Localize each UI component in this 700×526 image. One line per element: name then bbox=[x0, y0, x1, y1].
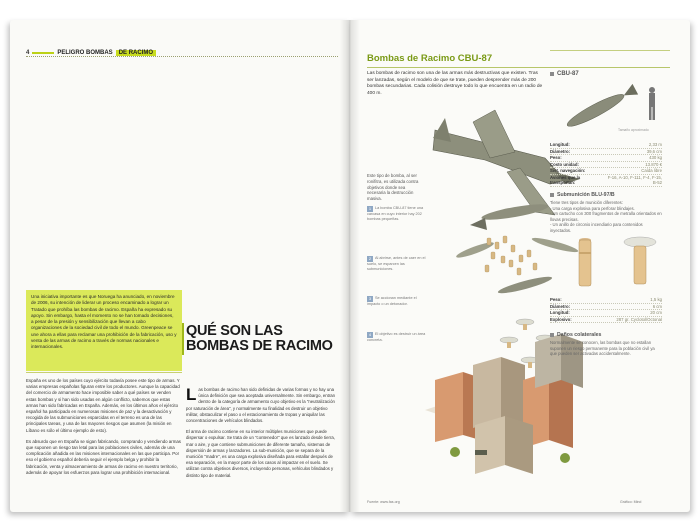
submunition-intro: Tiene tres tipos de munición diferentes: bbox=[550, 200, 623, 205]
footer-source: Fuente: www.fas.org bbox=[367, 500, 400, 504]
person-icon bbox=[649, 87, 655, 120]
section-title: PELIGRO BOMBAS bbox=[57, 49, 113, 56]
right-page bbox=[350, 20, 690, 512]
header-rule bbox=[26, 56, 338, 57]
cbu-bomb-figure bbox=[550, 80, 670, 130]
spec-label: Longitud: bbox=[550, 142, 570, 147]
spec-value: 2,33 m bbox=[648, 142, 662, 147]
callout-text: El objetivo es destruir un área concreta. bbox=[367, 332, 426, 342]
left-column-text bbox=[26, 378, 182, 481]
spec-label: Explosivo: bbox=[550, 316, 572, 322]
spec-label: Sist. navegación: bbox=[550, 168, 586, 173]
spec-row bbox=[550, 317, 662, 324]
callout-text: Se accionan mediante el impacto o un detonador. bbox=[367, 296, 417, 306]
spec-label: Diámetro: bbox=[550, 303, 571, 309]
title-rule bbox=[367, 67, 670, 68]
callout-number: 3 bbox=[368, 296, 372, 301]
cbu-heading bbox=[550, 71, 579, 77]
body-paragraph: El arma de racimo contiene en su interior múltiples municiones que puede dispersar o expulsar. Se trata de un "contenedor" que es lanzado desde tierra, mar o aire, y que contiene submuniciones de diferente tamaño, sistemas de dispersión de armas y lanzadores. La sub-munición, que se separa de la munición "madre", es una carga explosiva diseñada para estallar después de esa separación, en la mayor parte de los casos al impactar en el suelo. Se utilizan contra objetivos diversos, incluyendo personas, vehículos blindados y distinto tipo de material. bbox=[186, 429, 335, 478]
spec-row bbox=[550, 175, 662, 187]
callout-number: 4 bbox=[368, 332, 372, 337]
spec-value: Caída libre bbox=[641, 168, 662, 173]
spec-label: Peso: bbox=[550, 297, 562, 302]
spec-value: 20 cm bbox=[650, 310, 662, 315]
cbu-spec-table bbox=[550, 142, 662, 187]
spec-value: F-16, A-10, F-111, F-4, F-15, B-52 bbox=[607, 174, 662, 185]
bullet-square-icon bbox=[550, 333, 554, 337]
aside-intro: Este tipo de bomba, al ser ronifitra, es utilizada contra objetivos donde sea necesaria la destrucción masiva. bbox=[367, 173, 419, 202]
body-paragraph: Es absurdo que en España se sigan fabricando, comprando y vendiendo armas que suponen un riesgo tan letal para las poblaciones civiles, además de una complicación añadida en las misiones internacionales en las que participa. Por eso el gobierno español debería seguir el ejemplo belga y prohibir la fabricación, venta y almacenamiento de armas de racimo en nuestro territorio, además de apoyar los esfuerzos para lograr una prohibición internacional. bbox=[26, 438, 181, 475]
spec-label: Aviones que la transportan: bbox=[550, 174, 581, 185]
footer-credit: Gráfico: Mind bbox=[620, 500, 642, 504]
header-accent-bar bbox=[32, 52, 54, 54]
submunition-description bbox=[550, 200, 662, 234]
submunition-heading bbox=[550, 192, 615, 198]
spec-label: Costo unidad: bbox=[550, 161, 579, 167]
spec-value: 39,6 cm bbox=[646, 148, 662, 154]
submunition-item: - Un cartucho con 300 fragmentos de metralla orientados en llovas precisas. bbox=[550, 211, 662, 222]
bomb-canister bbox=[470, 201, 549, 230]
lead-text: as bombas de racimo han sido definidas de varias formas y no hay una única definición que sea aceptada universalmente. Sin embargo, entran dentro de la categoría de armamento cuyo objetivo es la "neutralización por saturación de área", y normalmente su finalidad es destruir un objetivo militar, obstaculizar el paso o el estacionamiento de tropas y aniquilar las concentraciones de vehículos blindados. bbox=[186, 387, 336, 424]
callout-number: 2 bbox=[368, 256, 372, 261]
submunition-item: - Una carga explosiva para perforar blindajes. bbox=[550, 205, 635, 211]
book-gutter-shadow bbox=[340, 20, 360, 512]
damage-name: Daños colaterales bbox=[557, 332, 602, 338]
spec-label: Diámetro: bbox=[550, 148, 571, 154]
submunition-item: - Un anillo de circonio incendiario para contenidos inyectados. bbox=[550, 222, 643, 233]
headline-accent-bar bbox=[182, 323, 184, 355]
right-column-text bbox=[186, 387, 338, 484]
callout-text: La bomba CBU-87 tiene una carcasa en cuyo interior hay 202 bombas pequeñas. bbox=[367, 206, 424, 221]
cbu-name: CBU-87 bbox=[557, 71, 579, 77]
magazine-spread bbox=[10, 20, 690, 512]
spec-value: 287 gr. Cyclotol/Octonal bbox=[616, 316, 662, 322]
submunition-spec-table bbox=[550, 297, 662, 323]
infographic-title: Bombas de Racimo CBU-87 bbox=[367, 53, 493, 64]
section-title-highlight: DE RACIMO bbox=[116, 50, 156, 56]
damage-description: Normalmente se conocen, las bombas que no estallan suponen un riesgo permanente para la población civil ya que pueden ser activadas accidentalmente. bbox=[550, 340, 655, 357]
left-page bbox=[10, 20, 350, 512]
callout-number: 1 bbox=[368, 206, 372, 211]
spec-value: 6 cm bbox=[652, 303, 662, 309]
intro-highlight-box: Una iniciativa importante es que Noruega ha anunciado, en noviembre de 2006, su intención de liderar un proceso encaminado a lograr un Tratado que prohíba las bombas de racimo. España ha expresado su apoyo. Sin embargo, hasta el momento no se han tomado decisiones, a pesar de la presión y sensibilización que llevan a cabo organizaciones de la sociedad civil de todo el mundo. Greenpeace se une ahora a ellas para reclamar una prohibición de la fabricación, uso y venta de las armas de racimo a través de normas nacionales e internacionales. bbox=[26, 290, 182, 371]
bullet-square-icon bbox=[550, 193, 554, 197]
spec-label: Peso: bbox=[550, 155, 562, 160]
submunition-figure bbox=[555, 232, 665, 292]
infographic-lead: Las bombas de racimo son una de las armas más destructivas que existen. Tras ser lanzadas, según el modelo de que se trate, pueden desprender más de 200 bombas secundarias. Cada colisión destruye todo lo que encuentra en un radio de 400 m. bbox=[367, 71, 543, 96]
figure-caption: Tamaño aproximado bbox=[618, 128, 649, 132]
body-paragraph: España es uno de los países cuyo ejército todavía posee este tipo de armas. Y varias empresas españolas figuran entre los productores. Aunque la capacidad del comercio de armamento hace imposible saber a qué países se venden estas bombas y si han sido usadas en algún conflicto, sabemos que estas armas han sido fabricadas en España. Además, en los últimos años el ejército español ha participado en numerosas misiones de paz y la desactivación y recogida de las submuniciones esparcidas en el terreno es una de las principales tareas, y una de las mayores riesgos que asumen (la misión en Líbano es sólo el último ejemplo de esto). bbox=[26, 378, 180, 433]
spec-label: Longitud: bbox=[550, 310, 570, 315]
bullet-square-icon bbox=[550, 72, 554, 76]
header-rule bbox=[550, 50, 670, 51]
body-paragraph-lead bbox=[186, 387, 338, 424]
spec-value: 1,5 kg bbox=[650, 297, 662, 302]
page-number: 4 bbox=[26, 49, 30, 56]
submunitions bbox=[485, 236, 537, 275]
dropcap: L bbox=[186, 385, 197, 404]
column-divider bbox=[26, 372, 182, 373]
damage-heading bbox=[550, 332, 601, 338]
submunition-name: Submunición BLU-97/B bbox=[557, 192, 615, 198]
headline: QUÉ SON LAS BOMBAS DE RACIMO bbox=[186, 323, 333, 354]
spec-value: 13.870 € bbox=[645, 161, 662, 167]
spec-value: 430 kg bbox=[649, 155, 662, 160]
callout-text: Al abrirse, antes de caer en el suelo, se esparcen las submuniciones. bbox=[367, 256, 426, 271]
